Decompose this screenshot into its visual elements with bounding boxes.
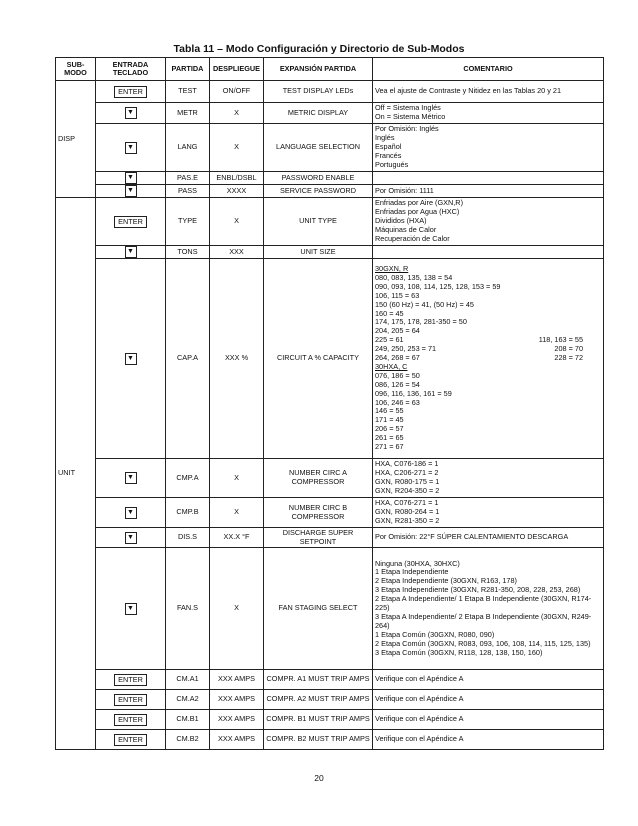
config-mode-table	[55, 57, 604, 750]
comentario-cell: Por Omisión: 22°F SÚPER CALENTAMIENTO DESCARGA	[373, 528, 604, 548]
expansion-cell: COMPR. B1 MUST TRIP AMPS	[264, 710, 373, 730]
submode-unit: UNIT	[56, 198, 96, 750]
table-row	[56, 172, 604, 185]
expansion-cell: COMPR. B2 MUST TRIP AMPS	[264, 730, 373, 750]
partida-cell: PAS.E	[166, 172, 210, 185]
despliegue-cell: X	[210, 548, 264, 670]
down-arrow-key-icon: ▼	[125, 472, 137, 484]
table-row	[56, 198, 604, 246]
partida-cell: LANG	[166, 124, 210, 172]
despliegue-cell: XXX AMPS	[210, 670, 264, 690]
despliegue-cell: XXX AMPS	[210, 690, 264, 710]
page-number: 20	[314, 773, 324, 783]
expansion-cell: FAN STAGING SELECT	[264, 548, 373, 670]
despliegue-cell: XXX AMPS	[210, 710, 264, 730]
comentario-cell: Verifique con el Apéndice A	[373, 670, 604, 690]
expansion-cell: COMPR. A1 MUST TRIP AMPS	[264, 670, 373, 690]
expansion-cell: UNIT TYPE	[264, 198, 373, 246]
table-row	[56, 528, 604, 548]
table-row	[56, 81, 604, 103]
expansion-cell: PASSWORD ENABLE	[264, 172, 373, 185]
header-entrada: ENTRADA TECLADO	[96, 58, 166, 81]
despliegue-cell: XXX	[210, 246, 264, 259]
table-row	[56, 690, 604, 710]
expansion-cell: UNIT SIZE	[264, 246, 373, 259]
down-arrow-key-icon: ▼	[125, 107, 137, 119]
table-row	[56, 259, 604, 459]
comentario-cell: Por Omisión: Inglés Inglés Español Francés Portugués	[373, 124, 604, 172]
despliegue-cell: XXXX	[210, 185, 264, 198]
comentario-cell	[373, 246, 604, 259]
table-row	[56, 124, 604, 172]
header-partida: PARTIDA	[166, 58, 210, 81]
partida-cell: CM.A1	[166, 670, 210, 690]
down-arrow-key-icon: ▼	[125, 532, 137, 544]
expansion-cell: CIRCUIT A % CAPACITY	[264, 259, 373, 459]
table-row	[56, 185, 604, 198]
table-row	[56, 548, 604, 670]
table-row	[56, 459, 604, 498]
expansion-cell: TEST DISPLAY LEDs	[264, 81, 373, 103]
despliegue-cell: X	[210, 498, 264, 528]
despliegue-cell: ON/OFF	[210, 81, 264, 103]
down-arrow-key-icon: ▼	[125, 185, 137, 197]
table-row	[56, 710, 604, 730]
partida-cell: PASS	[166, 185, 210, 198]
partida-cell: CAP.A	[166, 259, 210, 459]
comentario-cell: Ninguna (30HXA, 30HXC) 1 Etapa Independiente 2 Etapa Independiente (30GXN, R163, 178) 3 Etapa Independiente (30GXN, R281-350, 208, 228, 253, 268) 2 Etapa A Independiente/ 1 Etapa B Independiente (30GXN, R174-225) 3 Etapa A Independiente/ 2 Etapa B Independiente (30GXN, R249-264) 1 Etapa Común (30GXN, R080, 090) 2 Etapa Común (30GXN, R083, 093, 106, 108, 114, 115, 125, 135) 3 Etapa Común (30GXN, R118, 128, 138, 150, 160)	[373, 548, 604, 670]
enter-key: ENTER	[114, 86, 147, 98]
enter-key: ENTER	[114, 674, 147, 686]
enter-key: ENTER	[114, 694, 147, 706]
comentario-cell: Verifique con el Apéndice A	[373, 730, 604, 750]
partida-cell: CM.B1	[166, 710, 210, 730]
partida-cell: CM.B2	[166, 730, 210, 750]
enter-key: ENTER	[114, 714, 147, 726]
partida-cell: METR	[166, 103, 210, 124]
header-comentario: COMENTARIO	[373, 58, 604, 81]
expansion-cell: METRIC DISPLAY	[264, 103, 373, 124]
down-arrow-key-icon: ▼	[125, 246, 137, 258]
table-row	[56, 730, 604, 750]
comentario-cell: Verifique con el Apéndice A	[373, 710, 604, 730]
header-row	[56, 58, 604, 81]
expansion-cell: LANGUAGE SELECTION	[264, 124, 373, 172]
down-arrow-key-icon: ▼	[125, 353, 137, 365]
partida-cell: FAN.S	[166, 548, 210, 670]
comentario-cell: HXA, C076-271 = 1 GXN, R080-264 = 1 GXN, R281-350 = 2	[373, 498, 604, 528]
comentario-cell: Enfriadas por Aire (GXN,R) Enfriadas por Agua (HXC) Divididos (HXA) Máquinas de Calor Recuperación de Calor	[373, 198, 604, 246]
enter-key: ENTER	[114, 734, 147, 746]
comentario-cell	[373, 172, 604, 185]
expansion-cell: NUMBER CIRC B COMPRESSOR	[264, 498, 373, 528]
expansion-cell: DISCHARGE SUPER SETPOINT	[264, 528, 373, 548]
despliegue-cell: X	[210, 198, 264, 246]
partida-cell: DIS.S	[166, 528, 210, 548]
comentario-cell: Off = Sistema Inglés On = Sistema Métrico	[373, 103, 604, 124]
comentario-cell: Verifique con el Apéndice A	[373, 690, 604, 710]
table-row	[56, 246, 604, 259]
partida-cell: TYPE	[166, 198, 210, 246]
expansion-cell: SERVICE PASSWORD	[264, 185, 373, 198]
table-title: Tabla 11 – Modo Configuración y Directorio de Sub-Modos	[173, 43, 465, 55]
despliegue-cell: X	[210, 124, 264, 172]
partida-cell: TONS	[166, 246, 210, 259]
down-arrow-key-icon: ▼	[125, 603, 137, 615]
despliegue-cell: ENBL/DSBL	[210, 172, 264, 185]
despliegue-cell: X	[210, 103, 264, 124]
despliegue-cell: XXX %	[210, 259, 264, 459]
table-row	[56, 103, 604, 124]
partida-cell: CMP.A	[166, 459, 210, 498]
header-expansion: EXPANSIÓN PARTIDA	[264, 58, 373, 81]
partida-cell: TEST	[166, 81, 210, 103]
despliegue-cell: XXX AMPS	[210, 730, 264, 750]
partida-cell: CMP.B	[166, 498, 210, 528]
header-despliegue: DESPLIEGUE	[210, 58, 264, 81]
partida-cell: CM.A2	[166, 690, 210, 710]
despliegue-cell: XX.X °F	[210, 528, 264, 548]
submode-disp: DISP	[56, 81, 96, 198]
table-row	[56, 670, 604, 690]
comentario-cell: 30GXN, R 080, 083, 135, 138 = 54 090, 093, 108, 114, 125, 128, 153 = 59 106, 115 = 63 150 (60 Hz) = 41, (50 Hz) = 45 160 = 45 174, 175, 178, 281-350 = 50 204, 205 = 64 225 = 61 118, 163 = 55 249, 250, 253 = 71 208 = 70 264, 268 = 67 228 = 72 30HXA, C 076, 186 = 50 086, 126 = 54 096, 116, 136, 161 = 59 106, 246 = 63 146 = 55 171 = 45 206 = 57 261 = 65 271 = 67	[373, 259, 604, 459]
down-arrow-key-icon: ▼	[125, 172, 137, 184]
header-sub-modo: SUB-MODO	[56, 58, 96, 81]
despliegue-cell: X	[210, 459, 264, 498]
enter-key: ENTER	[114, 216, 147, 228]
down-arrow-key-icon: ▼	[125, 507, 137, 519]
down-arrow-key-icon: ▼	[125, 142, 137, 154]
comentario-cell: Por Omisión: 1111	[373, 185, 604, 198]
table-row	[56, 498, 604, 528]
comentario-cell: HXA, C076-186 = 1 HXA, C206-271 = 2 GXN, R080-175 = 1 GXN, R204-350 = 2	[373, 459, 604, 498]
expansion-cell: NUMBER CIRC A COMPRESSOR	[264, 459, 373, 498]
comentario-cell: Vea el ajuste de Contraste y Nitidez en las Tablas 20 y 21	[373, 81, 604, 103]
expansion-cell: COMPR. A2 MUST TRIP AMPS	[264, 690, 373, 710]
